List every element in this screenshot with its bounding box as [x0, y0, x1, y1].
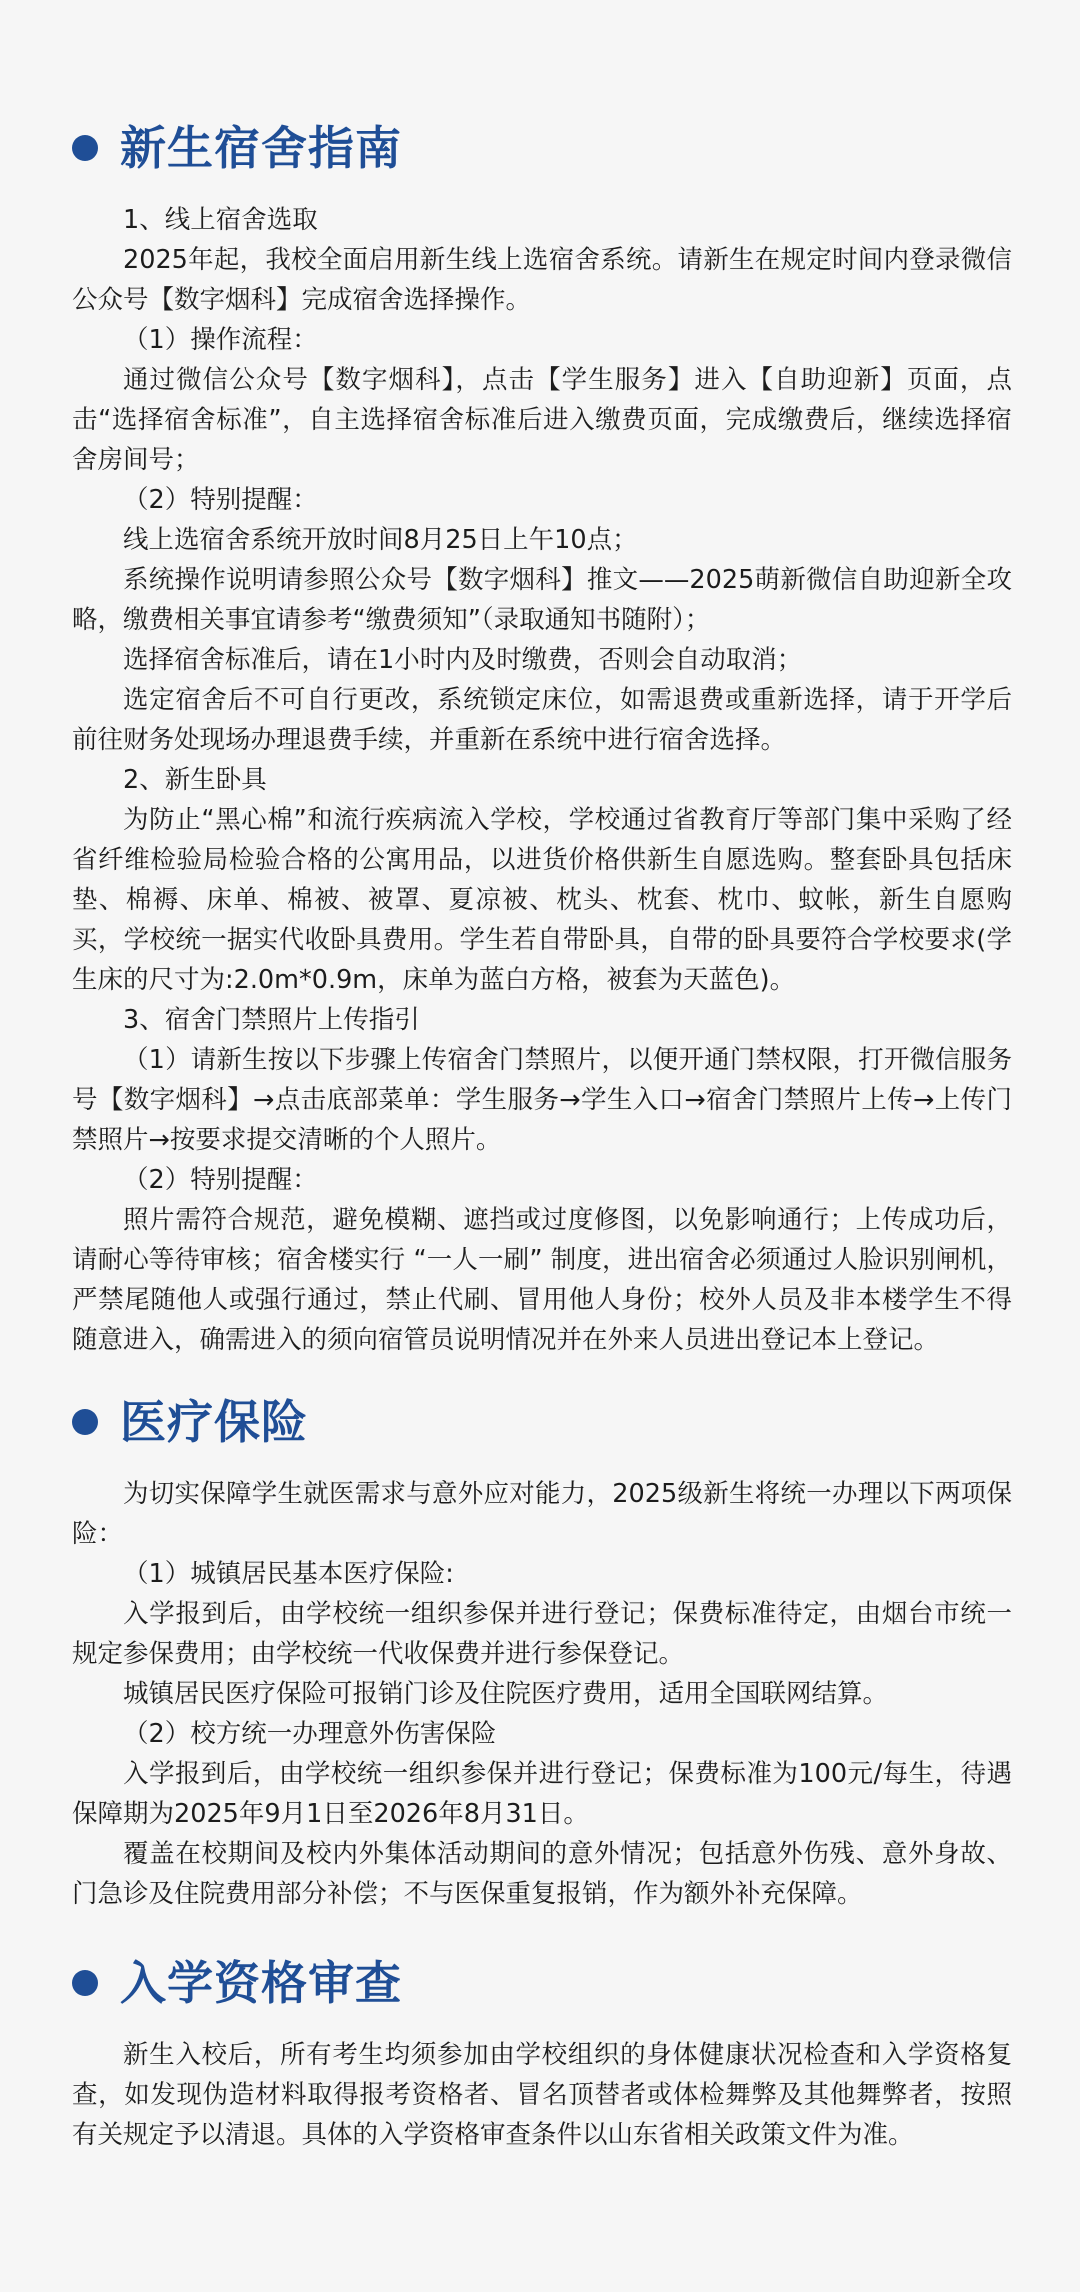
subheading: 2、新生卧具 — [123, 765, 267, 795]
paragraph: 覆盖在校期间及校内外集体活动期间的意外情况；包括意外伤残、意外身故、门急诊及住院费用部分补偿；不与医保重复报销，作为额外补充保障。 — [72, 1839, 1012, 1909]
section-header — [72, 1392, 1012, 1452]
paragraph: 照片需符合规范，避免模糊、遮挡或过度修图，以免影响通行；上传成功后，请耐心等待审核；宿舍楼实行 “一人一刷” 制度，进出宿舍必须通过人脸识别闸机，严禁尾随他人或强行通过，禁止代刷、冒用他人身份；校外人员及非本楼学生不得随意进入，确需进入的须向宿管员说明情况并在外来人员进出登记本上登记。 — [72, 1205, 1012, 1355]
paragraph: 2025年起，我校全面启用新生线上选宿舍系统。请新生在规定时间内登录微信公众号【数字烟科】完成宿舍选择操作。 — [72, 245, 1012, 315]
paragraph: 新生入校后，所有考生均须参加由学校组织的身体健康状况检查和入学资格复查，如发现伪造材料取得报考资格者、冒名顶替者或体检舞弊及其他舞弊者，按照有关规定予以清退。具体的入学资格审查条件以山东省相关政策文件为准。 — [72, 2040, 1012, 2150]
section-title: 入学资格审查 — [120, 1956, 402, 2010]
section-medical-insurance — [72, 1392, 1012, 1914]
paragraph: 选择宿舍标准后，请在1小时内及时缴费，否则会自动取消； — [123, 645, 803, 675]
paragraph: 入学报到后，由学校统一组织参保并进行登记；保费标准为100元/每生，待遇保障期为2025年9月1日至2026年8月31日。 — [72, 1759, 1012, 1829]
subheading: 3、宿舍门禁照片上传指引 — [123, 1005, 420, 1035]
subheading: （1）操作流程： — [123, 325, 318, 355]
bullet-icon — [72, 135, 98, 161]
paragraph: 线上选宿舍系统开放时间8月25日上午10点； — [123, 525, 638, 555]
bullet-icon — [72, 1970, 98, 1996]
section-header — [72, 1953, 1012, 2013]
paragraph: 为防止“黑心棉”和流行疾病流入学校，学校通过省教育厅等部门集中采购了经省纤维检验局检验合格的公寓用品，以进货价格供新生自愿选购。整套卧具包括床垫、棉褥、床单、棉被、被罩、夏凉被、枕头、枕套、枕巾、蚊帐，新生自愿购买，学校统一据实代收卧具费用。学生若自带卧具，自带的卧具要符合学校要求(学生床的尺寸为:2.0m*0.9m，床单为蓝白方格，被套为天蓝色)。 — [72, 805, 1012, 995]
paragraph: 城镇居民医疗保险可报销门诊及住院医疗费用，适用全国联网结算。 — [123, 1679, 889, 1709]
subheading: （2）校方统一办理意外伤害保险 — [123, 1719, 497, 1749]
bullet-icon — [72, 1409, 98, 1435]
subheading: （2）特别提醒： — [123, 485, 318, 515]
paragraph: （1）请新生按以下步骤上传宿舍门禁照片，以便开通门禁权限，打开微信服务号【数字烟科】→点击底部菜单：学生服务→学生入口→宿舍门禁照片上传→上传门禁照片→按要求提交清晰的个人照片。 — [72, 1045, 1012, 1155]
paragraph: 系统操作说明请参照公众号【数字烟科】推文——2025萌新微信自助迎新全攻略，缴费相关事宜请参考“缴费须知”（录取通知书随附）； — [72, 565, 1012, 635]
subheading: 1、线上宿舍选取 — [123, 205, 318, 235]
paragraph: 选定宿舍后不可自行更改，系统锁定床位，如需退费或重新选择，请于开学后前往财务处现场办理退费手续，并重新在系统中进行宿舍选择。 — [72, 685, 1012, 755]
section-header — [72, 118, 1012, 178]
section-title: 新生宿舍指南 — [120, 121, 402, 175]
section-title: 医疗保险 — [120, 1395, 308, 1449]
subheading: （2）特别提醒： — [123, 1165, 318, 1195]
subheading: （1）城镇居民基本医疗保险: — [123, 1559, 454, 1589]
section-admission-review — [72, 1953, 1012, 2155]
paragraph: 为切实保障学生就医需求与意外应对能力，2025级新生将统一办理以下两项保险： — [72, 1479, 1012, 1549]
paragraph: 通过微信公众号【数字烟科】，点击【学生服务】进入【自助迎新】页面，点击“选择宿舍标准”，自主选择宿舍标准后进入缴费页面，完成缴费后，继续选择宿舍房间号； — [72, 365, 1012, 475]
section-dormitory-guide — [72, 118, 1012, 1360]
paragraph: 入学报到后，由学校统一组织参保并进行登记；保费标准待定，由烟台市统一规定参保费用；由学校统一代收保费并进行参保登记。 — [72, 1599, 1012, 1669]
